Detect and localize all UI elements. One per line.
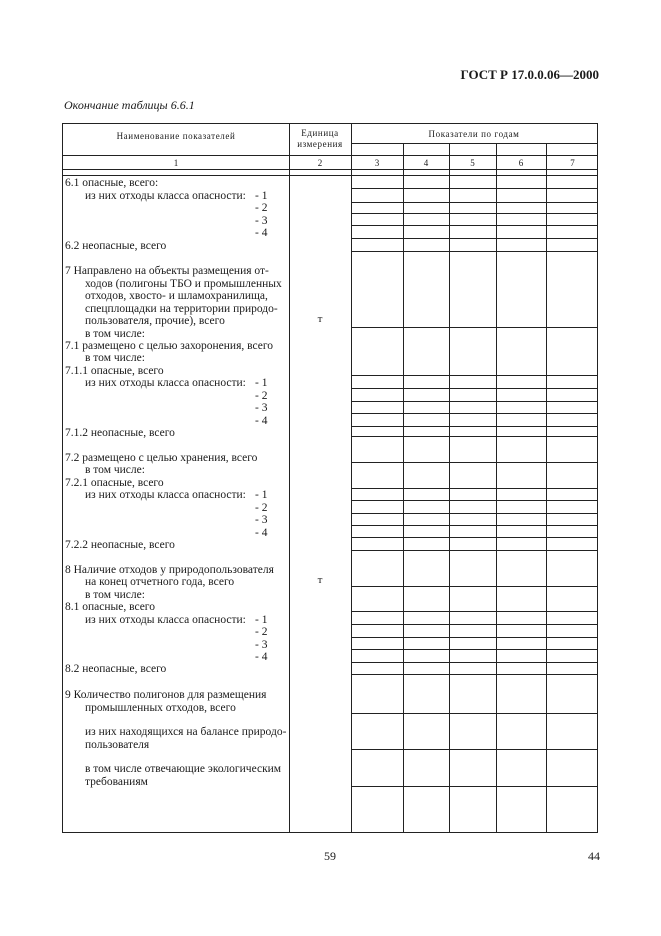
row-label: - 2 xyxy=(255,390,268,402)
row-label: - 3 xyxy=(255,639,268,651)
cell-rule xyxy=(351,436,597,437)
cell-rule xyxy=(351,537,597,538)
cell-rule xyxy=(351,525,597,526)
cell-rule xyxy=(351,500,597,501)
row-label: 7.1.1 опасные, всего xyxy=(65,365,164,377)
cell-rule xyxy=(351,749,597,750)
col-number-4: 4 xyxy=(423,158,429,168)
row-label: 8.1 опасные, всего xyxy=(65,601,155,613)
row-label: требованиям xyxy=(85,776,148,788)
cell-rule xyxy=(351,426,597,427)
cell-rule xyxy=(351,251,597,252)
row-label: 9 Количество полигонов для размещения xyxy=(65,689,267,701)
row-label: - 4 xyxy=(255,651,268,663)
cell-rule xyxy=(351,462,597,463)
col-divider-name xyxy=(289,124,290,832)
row-label: 7.2.1 опасные, всего xyxy=(65,477,164,489)
sheet-number: 44 xyxy=(588,849,600,863)
row-label: - 4 xyxy=(255,415,268,427)
header-unit-2: измерения xyxy=(297,139,343,149)
cell-rule xyxy=(351,786,597,787)
header-rule-2 xyxy=(63,169,597,170)
header-rule-3 xyxy=(63,175,597,176)
row-label: 6.1 опасные, всего: xyxy=(65,177,159,189)
data-table xyxy=(62,123,598,833)
row-label: 7.2.2 неопасные, всего xyxy=(65,539,175,551)
col-number-2: 2 xyxy=(317,158,323,168)
cell-rule xyxy=(351,375,597,376)
header-unit-1: Единица xyxy=(301,128,339,138)
row-label: на конец отчетного года, всего xyxy=(85,576,235,588)
unit-tonnes: т xyxy=(317,574,323,586)
row-label: из них находящихся на балансе природо- xyxy=(85,726,287,738)
row-label: - 4 xyxy=(255,227,268,239)
row-label: ходов (полигоны ТБО и промышленных xyxy=(85,278,282,290)
row-label: 6.2 неопасные, всего xyxy=(65,240,167,252)
standard-number: ГОСТ Р 17.0.0.06—2000 xyxy=(460,67,599,82)
header-rule-1 xyxy=(63,155,597,156)
row-label: 7 Направлено на объекты размещения от- xyxy=(65,265,269,277)
cell-rule xyxy=(351,413,597,414)
cell-rule xyxy=(351,513,597,514)
cell-rule xyxy=(351,388,597,389)
cell-rule xyxy=(351,674,597,675)
row-label: - 3 xyxy=(255,514,268,526)
row-label: отходов, хвосто- и шламохранилища, xyxy=(85,290,268,302)
row-label: 7.1 размещено с целью захоронения, всего xyxy=(65,340,273,352)
cell-rule xyxy=(351,213,597,214)
cell-rule xyxy=(351,238,597,239)
row-label: - 1 xyxy=(255,489,268,501)
row-label: 8.2 неопасные, всего xyxy=(65,663,167,675)
row-label: - 1 xyxy=(255,377,268,389)
cell-rule xyxy=(351,188,597,189)
cell-rule xyxy=(351,401,597,402)
col-number-6: 6 xyxy=(518,158,524,168)
row-label: - 4 xyxy=(255,527,268,539)
row-label: - 1 xyxy=(255,190,268,202)
cell-rule xyxy=(351,637,597,638)
cell-rule xyxy=(351,488,597,489)
row-label: пользователя, прочие), всего xyxy=(85,315,225,327)
row-label: - 2 xyxy=(255,502,268,514)
col-number-7: 7 xyxy=(570,158,575,168)
cell-rule xyxy=(351,624,597,625)
row-label: - 2 xyxy=(255,202,268,214)
row-label: - 2 xyxy=(255,626,268,638)
row-label: 8 Наличие отходов у природопользователя xyxy=(65,564,274,576)
row-label: из них отходы класса опасности: xyxy=(85,489,246,501)
row-label: - 3 xyxy=(255,215,268,227)
col-divider-unit xyxy=(351,124,352,832)
col-number-1: 1 xyxy=(173,158,179,168)
cell-rule xyxy=(351,713,597,714)
row-label: в том числе: xyxy=(85,328,145,340)
row-label: в том числе отвечающие экологическим xyxy=(85,763,282,775)
cell-rule xyxy=(351,225,597,226)
row-label: из них отходы класса опасности: xyxy=(85,614,246,626)
row-label: промышленных отходов, всего xyxy=(85,702,236,714)
row-label: - 3 xyxy=(255,402,268,414)
cell-rule xyxy=(351,611,597,612)
row-label: пользователя xyxy=(85,739,150,751)
row-label: из них отходы класса опасности: xyxy=(85,190,246,202)
cell-rule xyxy=(351,662,597,663)
row-label: - 1 xyxy=(255,614,268,626)
unit-tonnes: т xyxy=(317,313,323,325)
col-number-3: 3 xyxy=(374,158,380,168)
row-label: 7.2 размещено с целью хранения, всего xyxy=(65,452,258,464)
table-caption: Окончание таблицы 6.6.1 xyxy=(64,98,195,112)
cell-rule xyxy=(351,649,597,650)
years-header-rule xyxy=(351,143,597,144)
row-label: из них отходы класса опасности: xyxy=(85,377,246,389)
row-label: спецплощадки на территории природо- xyxy=(85,303,278,315)
row-label: в том числе: xyxy=(85,464,145,476)
row-label: 7.1.2 неопасные, всего xyxy=(65,427,175,439)
cell-rule xyxy=(351,586,597,587)
header-years: Показатели по годам xyxy=(428,129,520,139)
col-number-5: 5 xyxy=(470,158,475,168)
cell-rule xyxy=(351,202,597,203)
header-name: Наименование показателей xyxy=(116,131,236,141)
cell-rule xyxy=(351,550,597,551)
row-label: в том числе: xyxy=(85,589,145,601)
page-number: 59 xyxy=(324,849,336,863)
cell-rule xyxy=(351,327,597,328)
row-label: в том числе: xyxy=(85,352,145,364)
